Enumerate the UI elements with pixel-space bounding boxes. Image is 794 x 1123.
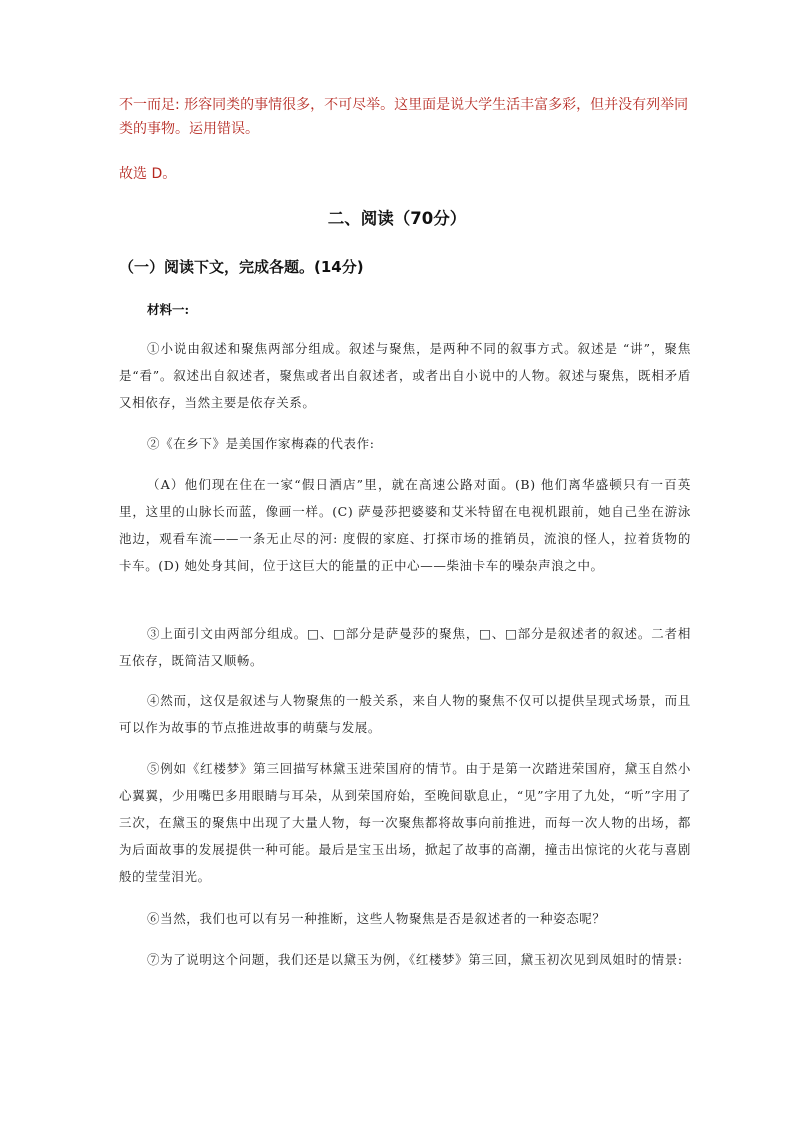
paragraph-7: ⑦为了说明这个问题，我们还是以黛玉为例，《红楼梦》第三回，黛玉初次见到凤姐时的情景:: [147, 952, 683, 967]
answer-explanation: 不一而足: 形容同类的事情很多，不可尽举。这里面是说大学生活丰富多彩，但并没有列举同类的事物。运用错误。: [119, 97, 689, 137]
answer-choice: 故选 D。: [119, 166, 177, 182]
material-label: 材料一:: [147, 302, 190, 317]
paragraph-5: ⑤例如《红楼梦》第三回描写林黛玉进荣国府的情节。由于是第一次踏进荣国府，黛玉自然小心翼翼，少用嘴巴多用眼睛与耳朵，从到荣国府始，至晚间歇息止，“见”字用了九处，“听”字用了三次，在黛玉的聚焦中出现了大量人物，每一次聚焦都将故事向前推进，而每一次人物的出场，都为后面故事的发展提供一种可能。最后是宝玉出场，掀起了故事的高潮，撞击出惊诧的火花与喜剧般的莹莹泪光。: [119, 761, 691, 884]
paragraph-6: ⑥当然，我们也可以有另一种推断，这些人物聚焦是否是叙述者的一种姿态呢？: [147, 911, 606, 926]
section-title: 二、阅读（70分）: [327, 209, 467, 228]
paragraph-2: ②《在乡下》是美国作家梅森的代表作:: [147, 436, 375, 451]
paragraph-1: ①小说由叙述和聚焦两部分组成。叙述与聚焦，是两种不同的叙事方式。叙述是 “讲”，聚焦是“看”。叙述出自叙述者，聚焦或者出自叙述者，或者出自小说中的人物。叙述与聚焦，既相矛盾又相依存，当然主要是依存关系。: [119, 341, 691, 410]
section-subtitle: （一）阅读下文，完成各题。(14分): [119, 258, 364, 276]
paragraph-4: ④然而，这仅是叙述与人物聚焦的一般关系，来自人物的聚焦不仅可以提供呈现式场景，而且可以作为故事的节点推进故事的萌蘖与发展。: [119, 693, 691, 735]
paragraph-3: ③上面引文由两部分组成。□、□部分是萨曼莎的聚焦，□、□部分是叙述者的叙述。二者相互依存，既简洁又顺畅。: [119, 626, 691, 668]
quote-paragraph: （A）他们现在住在一家“假日酒店”里，就在高速公路对面。(B) 他们离华盛顿只有一百英里，这里的山脉长而蓝，像画一样。(C) 萨曼莎把婆婆和艾米特留在电视机跟前，她自己坐在游泳池边，观看车流——一条无止尽的河: 度假的家庭、打探市场的推销员，流浪的怪人，拉着货物的卡车。(D) 她处身其间，位于这巨大的能量的正中心——柴油卡车的噪杂声浪之中。: [119, 477, 691, 573]
